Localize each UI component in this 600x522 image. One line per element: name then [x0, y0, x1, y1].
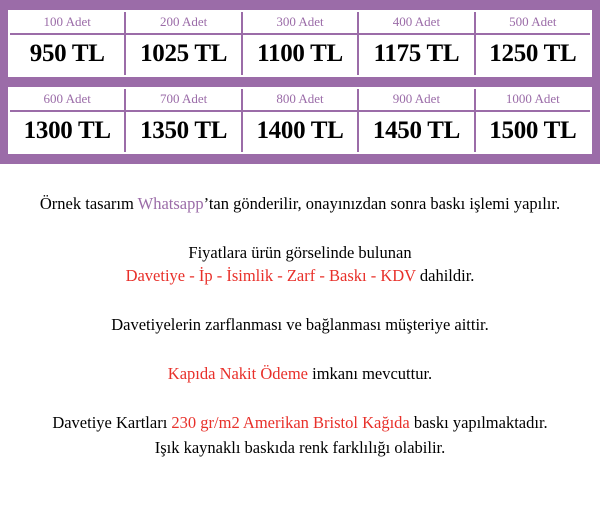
- price-cell-900: [359, 89, 475, 152]
- quantity-label: 600 Adet: [10, 89, 124, 112]
- price-row: [8, 10, 592, 77]
- price-value: 1350 TL: [140, 117, 228, 144]
- price-cell-300: [243, 12, 359, 75]
- note-line-2: Işık kaynaklı baskıda renk farklılığı olabilir.: [154, 438, 446, 457]
- price-value: 1400 TL: [256, 117, 344, 144]
- payment-suffix: imkanı mevcuttur.: [308, 364, 433, 383]
- price-value: 1025 TL: [140, 40, 228, 67]
- note-included-items: [10, 241, 590, 287]
- note-line-2: [10, 264, 590, 287]
- price-row: [8, 87, 592, 154]
- note-text-suffix: ’tan gönderilir, onayınızdan sonra baskı işlemi yapılır.: [203, 194, 561, 213]
- price-cell-400: [359, 12, 475, 75]
- price-value: 950 TL: [29, 40, 105, 67]
- price-value: 1450 TL: [372, 117, 460, 144]
- price-value: 1100 TL: [257, 40, 343, 67]
- note-payment: [10, 362, 590, 385]
- price-value: 1175 TL: [373, 40, 460, 67]
- price-value: 1250 TL: [489, 40, 577, 67]
- quantity-label: 800 Adet: [243, 89, 357, 112]
- price-cell-500: [476, 12, 590, 75]
- quantity-label: 700 Adet: [126, 89, 240, 112]
- note-line-1: [10, 411, 590, 434]
- paper-suffix: baskı yapılmaktadır.: [409, 413, 548, 432]
- price-cell-200: [126, 12, 242, 75]
- note-text-prefix: Örnek tasarım: [39, 194, 138, 213]
- cash-on-delivery-highlight: Kapıda Nakit Ödeme: [167, 364, 308, 383]
- price-cell-800: [243, 89, 359, 152]
- included-items-highlight: Davetiye - İp - İsimlik - Zarf - Baskı - KDV: [125, 266, 416, 285]
- price-value: 1500 TL: [489, 117, 577, 144]
- quantity-label: 300 Adet: [243, 12, 357, 35]
- note-line-1: Fiyatlara ürün görselinde bulunan: [188, 243, 412, 262]
- quantity-label: 100 Adet: [10, 12, 124, 35]
- note-envelope-responsibility: Davetiyelerin zarflanması ve bağlanması müşteriye aittir.: [111, 315, 489, 334]
- notes-section: [0, 164, 600, 459]
- paper-highlight: 230 gr/m2 Amerikan Bristol Kağıda: [171, 413, 410, 432]
- quantity-label: 500 Adet: [476, 12, 590, 35]
- note-sample-design: [10, 192, 590, 215]
- quantity-label: 200 Adet: [126, 12, 240, 35]
- quantity-label: 900 Adet: [359, 89, 473, 112]
- note-paper-type: [10, 411, 590, 459]
- price-value: 1300 TL: [23, 117, 111, 144]
- price-cell-600: [10, 89, 126, 152]
- price-cell-1000: [476, 89, 590, 152]
- included-suffix: dahildir.: [415, 266, 475, 285]
- pricing-table: [0, 0, 600, 164]
- whatsapp-highlight: Whatsapp: [137, 194, 204, 213]
- price-cell-700: [126, 89, 242, 152]
- quantity-label: 400 Adet: [359, 12, 473, 35]
- quantity-label: 1000 Adet: [476, 89, 590, 112]
- paper-prefix: Davetiye Kartları: [52, 413, 172, 432]
- price-cell-100: [10, 12, 126, 75]
